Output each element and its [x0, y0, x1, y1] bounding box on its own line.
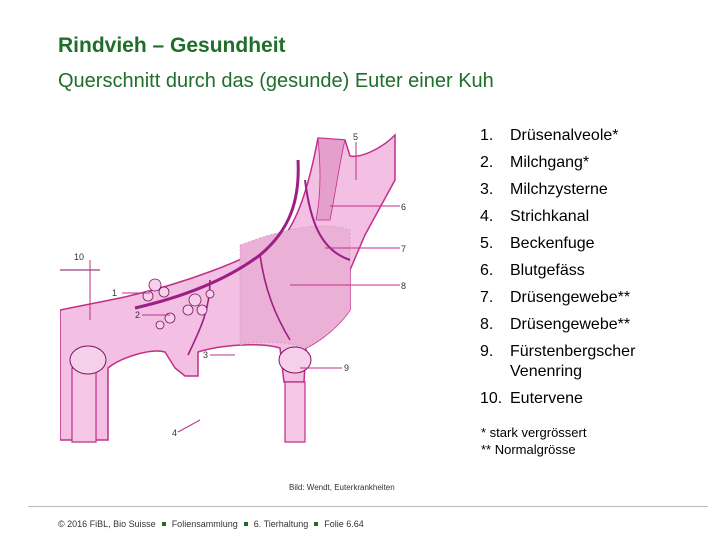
legend-item: 2. Milchgang*	[480, 154, 590, 171]
fig-label-9: 9	[344, 363, 350, 373]
page-title: Rindvieh – Gesundheit	[58, 34, 286, 57]
fig-label-1: 1	[112, 288, 118, 298]
udder-cross-section-illustration	[60, 120, 420, 450]
legend-item: 6. Blutgefäss	[480, 262, 585, 279]
footer	[58, 519, 364, 529]
teat-rear	[285, 382, 305, 442]
footnotes	[481, 424, 586, 458]
fig-label-5: 5	[353, 132, 359, 142]
legend-item: 1. Drüsenalveole*	[480, 127, 619, 144]
milk-cistern-front	[70, 346, 106, 374]
fig-label-10: 10	[74, 252, 85, 262]
footnote-normal-size: ** Normalgrösse	[481, 442, 576, 457]
legend-item: 5. Beckenfuge	[480, 235, 595, 252]
teat-front	[72, 368, 96, 442]
legend-item: 3. Milchzysterne	[480, 181, 608, 198]
fig-label-4: 4	[172, 428, 178, 438]
square-bullet-icon	[314, 522, 318, 526]
legend-item: 8. Drüsengewebe**	[480, 316, 631, 333]
image-credit: Bild: Wendt, Euterkrankheiten	[289, 483, 395, 492]
footer-slide-number: Folie 6.64	[324, 519, 364, 529]
square-bullet-icon	[162, 522, 166, 526]
fig-label-7: 7	[401, 244, 407, 254]
square-bullet-icon	[244, 522, 248, 526]
footer-copyright: © 2016 FiBL, Bio Suisse	[58, 519, 156, 529]
footer-section: 6. Tierhaltung	[253, 519, 309, 529]
page-subtitle: Querschnitt durch das (gesunde) Euter einer Kuh	[58, 70, 494, 92]
fig-label-8: 8	[401, 281, 407, 291]
legend-item: 7. Drüsengewebe**	[480, 289, 631, 306]
fig-label-3: 3	[203, 350, 209, 360]
milk-cistern-rear	[279, 347, 311, 373]
legend-item: 9. Fürstenbergscher Venenring	[480, 343, 636, 380]
legend-item: 4. Strichkanal	[480, 208, 590, 225]
fig-label-6: 6	[401, 202, 407, 212]
legend-list	[480, 122, 635, 412]
legend-item: 10. Eutervene	[480, 390, 583, 407]
fig-label-2: 2	[135, 310, 141, 320]
footer-divider	[28, 506, 708, 507]
footer-collection: Foliensammlung	[171, 519, 238, 529]
footnote-enlarged: * stark vergrössert	[481, 425, 587, 440]
